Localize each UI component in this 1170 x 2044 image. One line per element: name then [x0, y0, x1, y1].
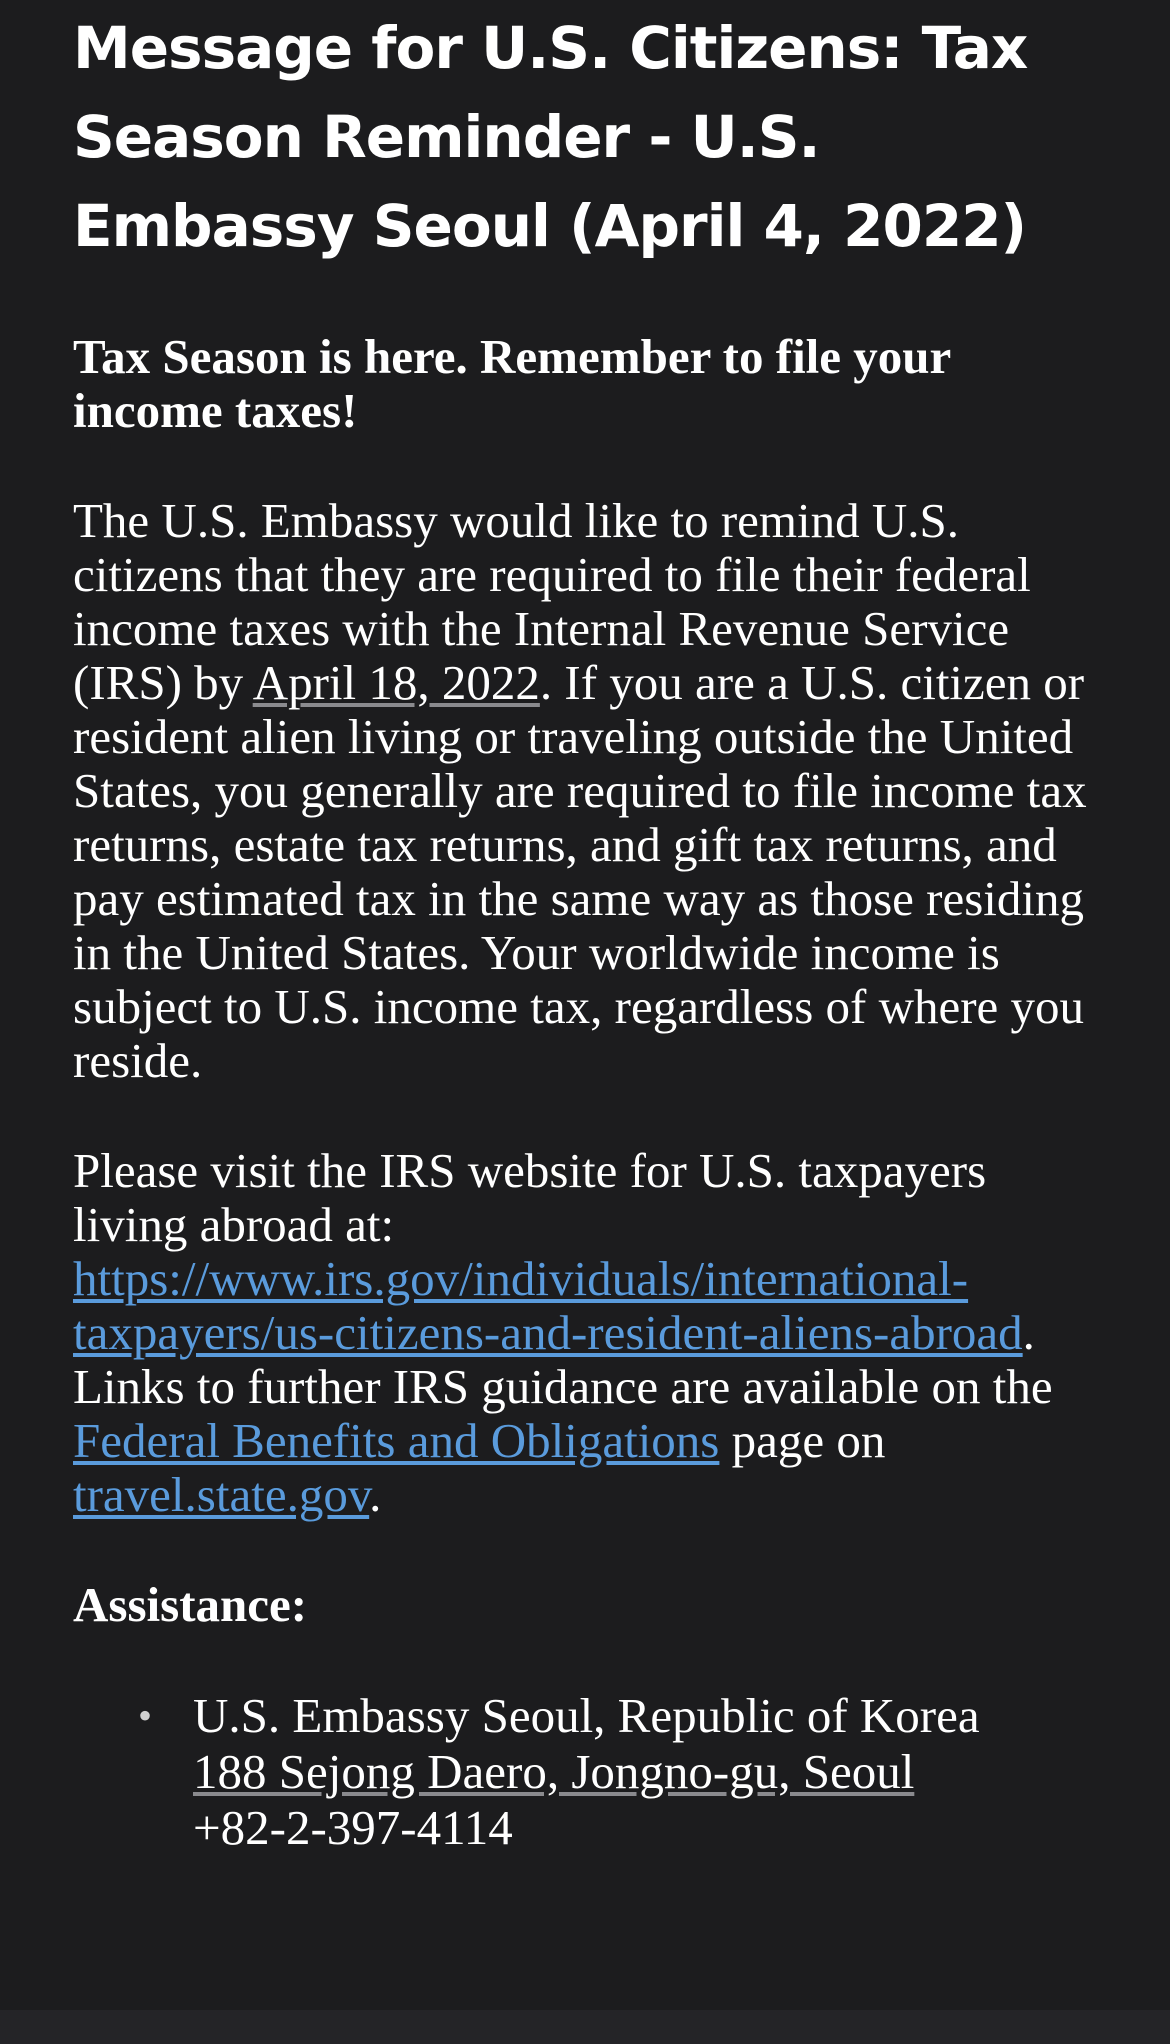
page-title: Message for U.S. Citizens: Tax Season Reminder - U.S. Embassy Seoul (April 4, 2022)	[73, 14, 1028, 260]
lead-heading: Tax Season is here. Remember to file your income taxes!	[73, 329, 951, 438]
deadline-date[interactable]: April 18, 2022	[252, 655, 540, 710]
embassy-name: U.S. Embassy Seoul, Republic of Korea	[193, 1688, 980, 1743]
reminder-paragraph	[73, 494, 1097, 1088]
reminder-text-start: The U.S. Embassy would like to remind U.S. citizens that they are required to file their federal income taxes with the Internal Revenue Service (IRS) by	[73, 493, 1031, 710]
irs-text-end: .	[369, 1467, 382, 1522]
irs-info-paragraph	[73, 1144, 1097, 1522]
reminder-text-end: . If you are a U.S. citizen or resident alien living or traveling outside the United States, you generally are required to file income tax returns, estate tax returns, and gift tax returns, and pay estimated tax in the same way as those residing in the United States. Your worldwide income is subject to U.S. income tax, regardless of where you reside.	[73, 655, 1087, 1088]
bottom-toolbar	[0, 2010, 1170, 2044]
irs-text-start: Please visit the IRS website for U.S. taxpayers living abroad at:	[73, 1143, 987, 1252]
irs-text-middle: . Links to further IRS guidance are available on the	[73, 1305, 1053, 1414]
embassy-phone[interactable]: +82-2-397-4114	[193, 1800, 513, 1855]
contact-list	[73, 1688, 1097, 1856]
irs-text-middle2: page on	[719, 1413, 886, 1468]
list-item	[138, 1688, 1097, 1856]
embassy-address[interactable]: 188 Sejong Daero, Jongno-gu, Seoul	[193, 1744, 915, 1799]
federal-benefits-link[interactable]: Federal Benefits and Obligations	[73, 1413, 720, 1468]
bullet-icon: •	[138, 1693, 153, 1738]
travel-state-gov-link[interactable]: travel.state.gov	[73, 1467, 370, 1522]
irs-website-link[interactable]: https://www.irs.gov/individuals/international-taxpayers/us-citizens-and-resident-aliens-abroad	[73, 1251, 1023, 1360]
assistance-heading: Assistance:	[73, 1577, 308, 1632]
